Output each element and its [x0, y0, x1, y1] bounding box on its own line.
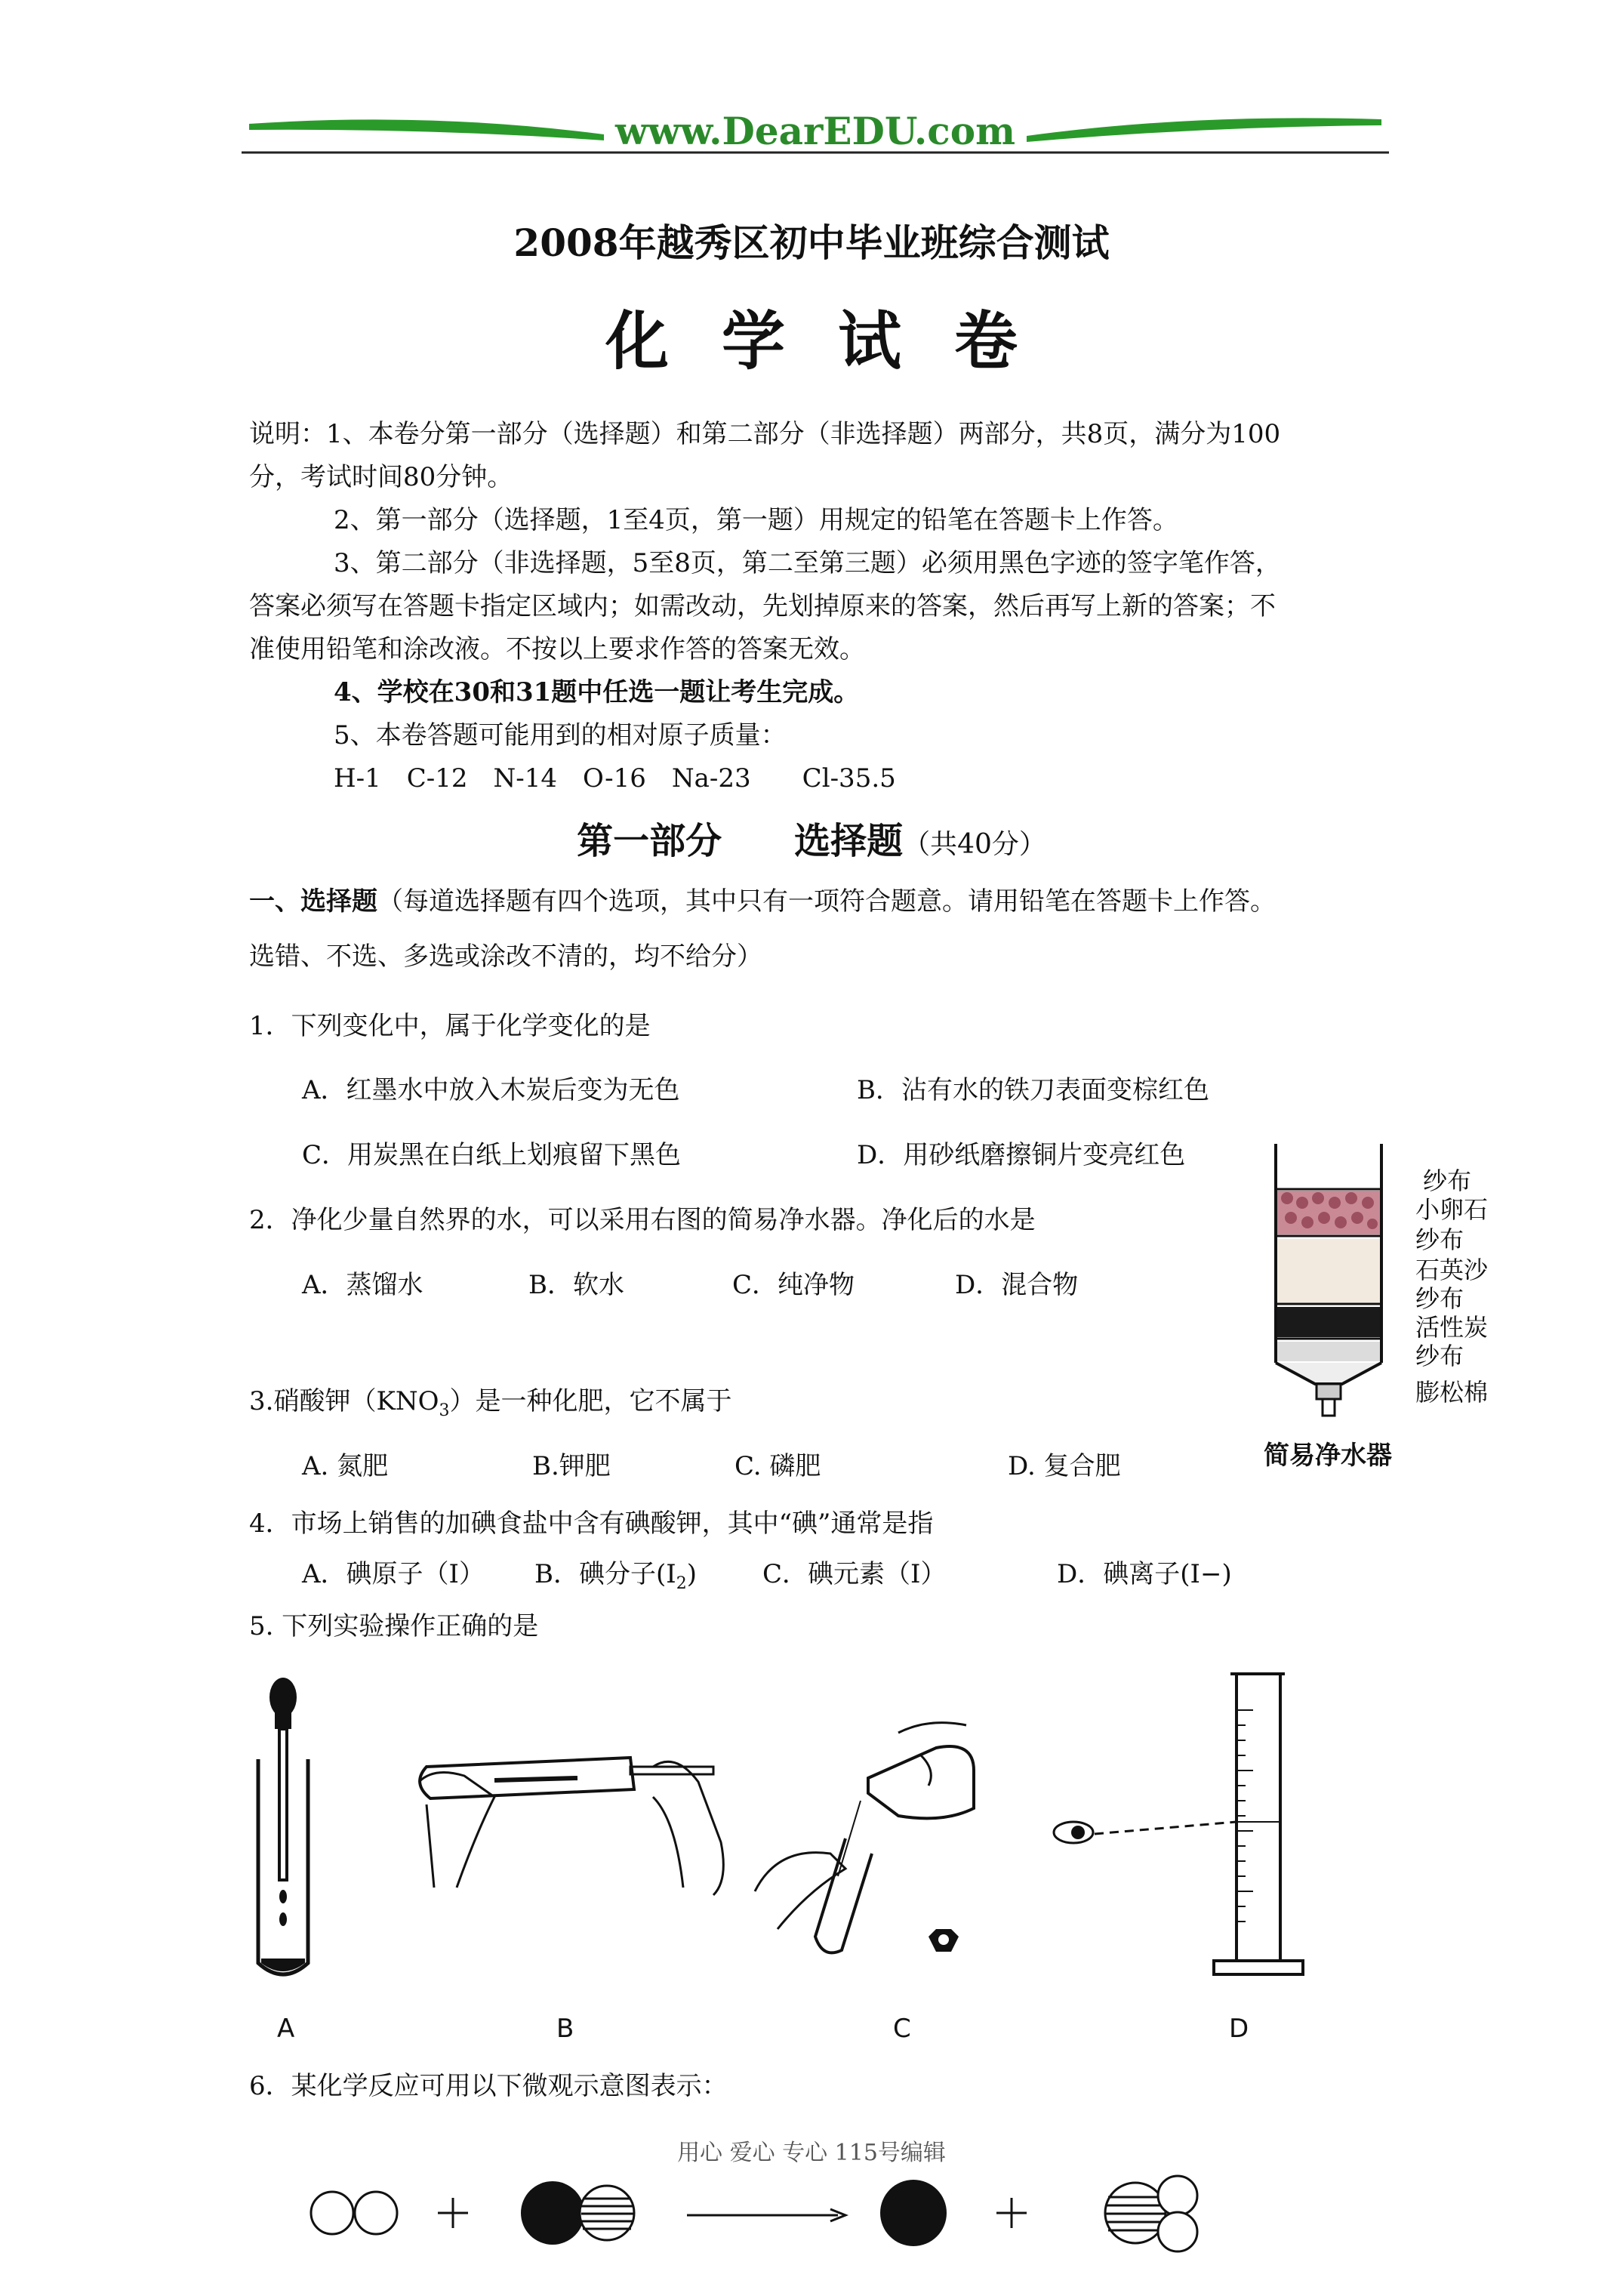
q3-stem-pre: 3.硝酸钾（KNO	[249, 1386, 439, 1416]
q3-option-d: D. 复合肥	[1008, 1451, 1121, 1481]
q1-option-d: D．用砂纸磨擦铜片变亮红色	[857, 1140, 1186, 1170]
q4-option-b-post: )	[686, 1559, 697, 1589]
q1-option-c: C．用炭黑在白纸上划痕留下黑色	[302, 1140, 682, 1170]
q4-option-d: D．碘离子(I−)	[1057, 1559, 1232, 1589]
q1-option-a: A．红墨水中放入木炭后变为无色	[302, 1075, 680, 1105]
q3-option-c: C. 磷肥	[735, 1451, 821, 1481]
part1-points: （共40分）	[903, 829, 1046, 860]
q4-option-c: C．碘元素（I）	[762, 1559, 947, 1589]
q3-stem	[249, 1385, 731, 1428]
q3-stem-post: ）是一种化肥，它不属于	[449, 1386, 732, 1416]
q2-stem: 2．净化少量自然界的水，可以采用右图的简易净水器。净化后的水是	[249, 1205, 1036, 1235]
q6-stem: 6．某化学反应可用以下微观示意图表示：	[249, 2071, 728, 2101]
filter-caption: 简易净水器	[1264, 1441, 1392, 1471]
q4-option-b-pre: B．碘分子(I	[534, 1559, 676, 1589]
instruction-2: 2、第一部分（选择题，1至4页，第一题）用规定的铅笔在答题卡上作答。	[334, 505, 1178, 535]
filter-label-1: 小卵石	[1415, 1195, 1489, 1224]
q2-option-c: C．纯净物	[732, 1270, 855, 1300]
filter-label-0: 纱布	[1423, 1166, 1472, 1195]
atomic-masses: H-1 C-12 N-14 O-16 Na-23 Cl-35.5	[334, 763, 896, 794]
lab-graduated-cylinder-figure-icon	[1042, 1665, 1313, 1997]
q2-option-b: B．软水	[528, 1270, 624, 1300]
filter-label-3: 石英沙	[1415, 1256, 1489, 1284]
q5-stem: 5. 下列实验操作正确的是	[249, 1611, 539, 1641]
lab-pouring-liquid-figure-icon	[747, 1710, 989, 1967]
page-subtitle: 化学试卷	[605, 304, 1070, 378]
instruction-4: 4、学校在30和31题中任选一题让考生完成。	[334, 677, 860, 707]
reaction-diagram-icon	[310, 2165, 1487, 2264]
filter-label-4: 纱布	[1415, 1284, 1464, 1313]
q2-option-a: A．蒸馏水	[302, 1270, 423, 1300]
instruction-1b: 分，考试时间80分钟。	[249, 462, 513, 492]
section1-heading: 一、选择题	[249, 886, 377, 917]
water-filter-figure	[1264, 1144, 1555, 1480]
q5-label-b: B	[556, 2014, 574, 2044]
instruction-3b: 答案必须写在答题卡指定区域内；如需改动，先划掉原来的答案，然后再写上新的答案；不	[249, 591, 1276, 621]
q5-label-a: A	[277, 2014, 295, 2044]
q4-option-a: A．碘原子（I）	[302, 1559, 485, 1589]
page-title: 2008年越秀区初中毕业班综合测试	[513, 220, 1110, 265]
q4-option-b-sub: 2	[676, 1573, 687, 1593]
section1-desc2: 选错、不选、多选或涂改不清的，均不给分）	[249, 942, 762, 972]
filter-label-6: 纱布	[1415, 1342, 1464, 1370]
q5-label-c: C	[893, 2014, 911, 2044]
filter-label-5: 活性炭	[1415, 1313, 1489, 1342]
instruction-3: 3、第二部分（非选择题，5至8页，第二至第三题）必须用黑色字迹的签字笔作答，	[334, 548, 1281, 578]
q4-option-b	[534, 1558, 697, 1601]
section1-desc: （每道选择题有四个选项，其中只有一项符合题意。请用铅笔在答题卡上作答。	[377, 886, 1276, 917]
q3-option-a: A. 氮肥	[302, 1451, 389, 1481]
q2-option-d: D．混合物	[955, 1270, 1079, 1300]
filter-label-2: 纱布	[1415, 1225, 1464, 1254]
q1-option-b: B．沾有水的铁刀表面变棕红色	[857, 1075, 1209, 1105]
q3-stem-sub: 3	[439, 1401, 450, 1420]
q3-option-b: B.钾肥	[532, 1451, 611, 1481]
part1-title	[0, 812, 1623, 864]
q1-stem: 1．下列变化中，属于化学变化的是	[249, 1011, 651, 1041]
section1-instruction	[249, 885, 1276, 918]
water-filter-icon	[1268, 1144, 1427, 1431]
instruction-5: 5、本卷答题可能用到的相对原子质量：	[334, 720, 787, 750]
lab-dropper-figure-icon	[242, 1676, 332, 1993]
q5-label-d: D	[1229, 2014, 1249, 2044]
q4-stem: 4．市场上销售的加碘食盐中含有碘酸钾，其中“碘”通常是指	[249, 1509, 934, 1539]
lab-test-tube-hands-figure-icon	[404, 1737, 736, 1903]
footer-text: 用心 爱心 专心 115号编辑	[677, 2140, 946, 2166]
filter-label-7: 膨松棉	[1415, 1378, 1489, 1407]
instruction-1: 说明：1、本卷分第一部分（选择题）和第二部分（非选择题）两部分，共8页，满分为100	[249, 419, 1281, 449]
header-logo	[242, 106, 1389, 159]
part1-heading: 第一部分 选择题	[577, 820, 904, 862]
logo-text: www.DearEDU.com	[614, 109, 1015, 153]
instruction-3c: 准使用铅笔和涂改液。不按以上要求作答的答案无效。	[249, 634, 865, 664]
